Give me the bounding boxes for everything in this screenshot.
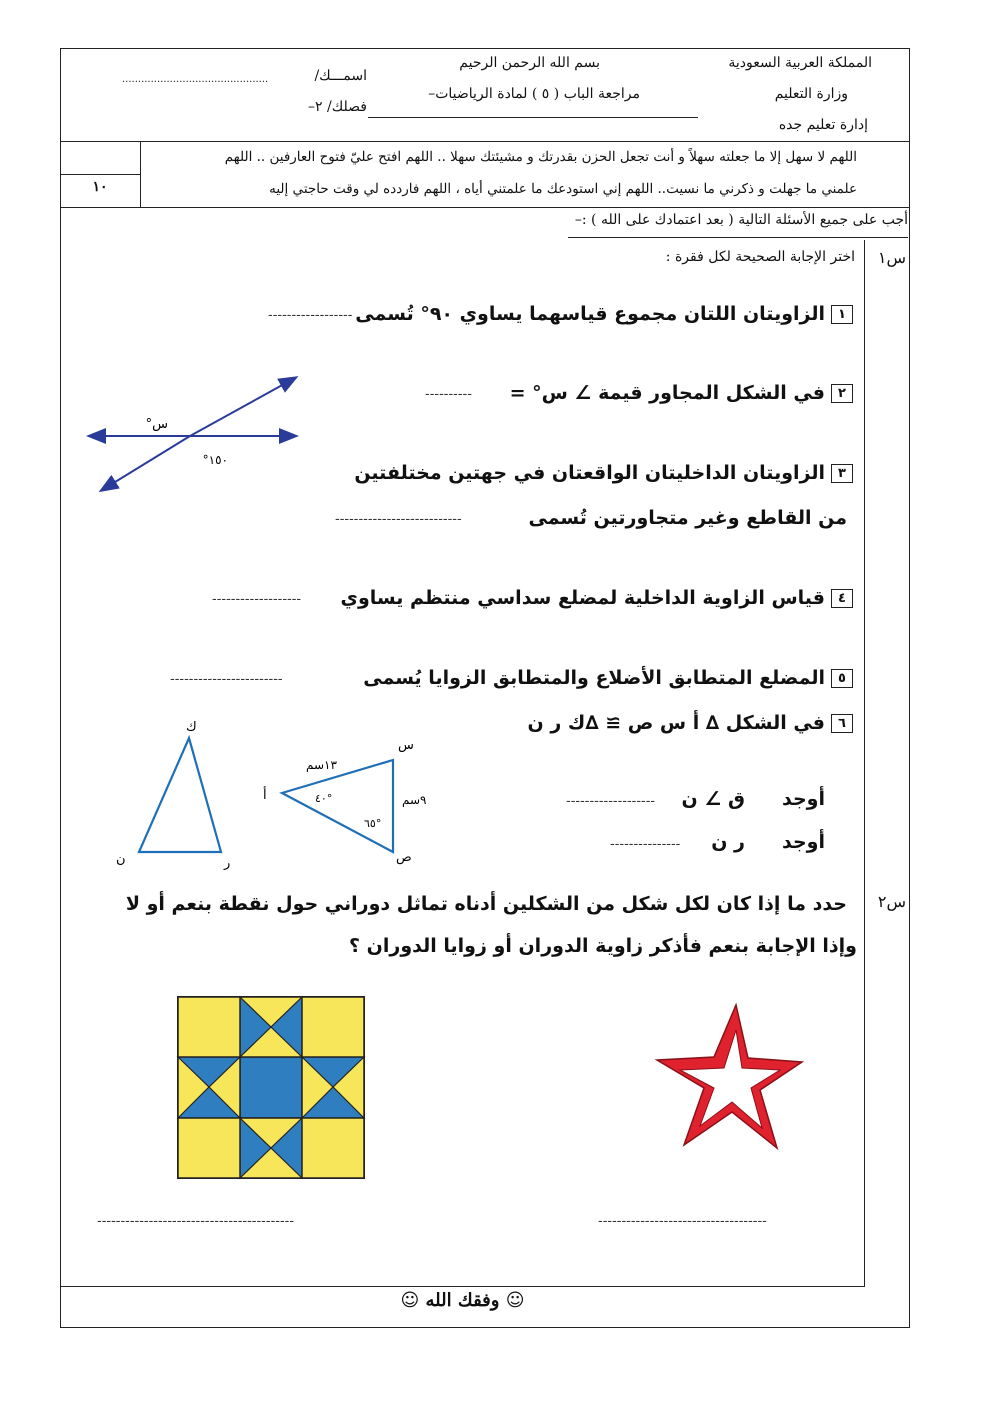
item-text: في الشكل المجاور قيمة ∠ س° = — [509, 382, 825, 404]
answer-blank-3[interactable]: --------------------------- — [335, 512, 462, 527]
intersecting-lines-figure — [80, 370, 310, 500]
smiley-icon: ☺ — [400, 1290, 420, 1311]
answer-blank-1[interactable]: ------------------ — [268, 308, 353, 323]
footer-text: وفقك الله — [425, 1290, 500, 1311]
score-total: ١٠ — [92, 179, 108, 195]
find-value-1: ق ∠ ن — [681, 788, 745, 810]
vertex-k: ك — [186, 720, 197, 735]
quilt-pattern-figure — [176, 995, 366, 1180]
answer-blank-6a[interactable]: ------------------- — [566, 794, 656, 809]
question-number-column — [864, 240, 865, 1286]
ministry-name: وزارة التعليم — [774, 86, 848, 102]
red-star-figure — [652, 1000, 852, 1160]
country-name: المملكة العربية السعودية — [728, 55, 872, 71]
item-number: ٤ — [831, 589, 853, 608]
name-label: اسمـــك/ — [314, 68, 367, 84]
class-label: فصلك/ ٢– — [308, 99, 367, 115]
transversal-line — [102, 436, 190, 490]
instructions: أجب على جميع الأسئلة التالية ( بعد اعتمادك على الله ) :– — [574, 212, 908, 228]
item-text: المضلع المتطابق الأضلاع والمتطابق الزوايا يُسمى — [363, 667, 825, 689]
vertex-a: أ — [263, 788, 267, 803]
q1-item-3 — [333, 462, 853, 484]
score-box-divider — [60, 174, 140, 175]
item-text: الزاويتان الداخليتان الواقعتان في جهتين مختلفتين — [354, 462, 825, 484]
item-text: في الشكل ∆ أ س ص ≅ ∆ك ر ن — [527, 712, 825, 734]
q1-item-1 — [333, 303, 853, 325]
title-underline — [368, 117, 698, 118]
q1-item-2 — [453, 382, 853, 404]
header-divider — [60, 141, 910, 142]
q1-label: س١ — [877, 248, 906, 267]
side-as-length: ١٣سم — [306, 758, 337, 772]
instructions-underline — [568, 237, 908, 238]
q1-item-4 — [333, 587, 853, 609]
angle-a-measure: ٤٠° — [315, 792, 333, 805]
footer-divider — [60, 1286, 865, 1287]
item-number: ٦ — [831, 714, 853, 733]
item-number: ١ — [831, 305, 853, 324]
item-number: ٣ — [831, 464, 853, 483]
find-value-2: ر ن — [711, 831, 745, 853]
q2-label: س٢ — [877, 892, 906, 911]
vertex-n: ن — [116, 852, 126, 867]
item-text: الزاويتان اللتان مجموع قياسهما يساوي ٩٠° تُسمى — [355, 303, 825, 325]
answer-blank-2[interactable]: ---------- — [425, 387, 472, 402]
q1-item-6 — [453, 712, 853, 734]
find-label-2: أوجد — [782, 831, 825, 853]
basmala: بسم الله الرحمن الرحيم — [459, 55, 600, 71]
triangle-krn — [139, 738, 221, 852]
q2-line-2: وإذا الإجابة بنعم فأذكر زاوية الدوران أو زوايا الدوران ؟ — [349, 935, 857, 957]
answer-blank-quilt[interactable]: ------------------------------------------ — [97, 1214, 295, 1229]
prayer-line-2: علمني ما جهلت و ذكرني ما نسيت.. اللهم إني استودعك ما علمتني أياه ، اللهم فاردده لي وقت حاجتي إليه — [269, 181, 857, 197]
header-bottom-line — [60, 207, 910, 208]
review-title: مراجعة الباب ( ٥ ) لمادة الرياضيات– — [428, 86, 640, 102]
angle-x-label: س° — [145, 417, 168, 432]
footer — [60, 1290, 865, 1311]
side-sp-length: ٩سم — [402, 793, 427, 807]
congruent-triangles-figure — [110, 715, 430, 875]
find-label-1: أوجد — [782, 788, 825, 810]
q1-item-3-cont: من القاطع وغير متجاورتين تُسمى — [528, 507, 847, 529]
q2-line-1: حدد ما إذا كان لكل شكل من الشكلين أدناه تماثل دوراني حول نقطة بنعم أو لا — [125, 893, 847, 915]
angle-p-measure: ٦٥° — [364, 817, 382, 830]
prayer-line-1: اللهم لا سهل إلا ما جعلته سهلاً و أنت تجعل الحزن بقدرتك و مشيئتك سهلا .. اللهم افتح عليّ فتوح العارفين .. اللهم — [224, 149, 857, 165]
smiley-icon: ☺ — [505, 1290, 525, 1311]
name-dots[interactable]: .............................................. — [122, 74, 269, 85]
item-text: قياس الزاوية الداخلية لمضلع سداسي منتظم يساوي — [340, 587, 825, 609]
q1-item-5 — [333, 667, 853, 689]
answer-blank-5[interactable]: ------------------------ — [170, 672, 283, 687]
answer-blank-star[interactable]: ------------------------------------ — [598, 1214, 767, 1229]
item-number: ٢ — [831, 384, 853, 403]
answer-blank-4[interactable]: ------------------- — [212, 592, 302, 607]
vertex-s: س — [398, 738, 414, 753]
department-name: إدارة تعليم جده — [778, 117, 868, 133]
vertex-r: ر — [224, 856, 231, 871]
quilt-tiles — [178, 997, 364, 1178]
angle-150-label: ١٥٠° — [202, 453, 228, 467]
item-number: ٥ — [831, 669, 853, 688]
triangle-asp — [282, 760, 393, 852]
answer-blank-6b[interactable]: --------------- — [610, 837, 681, 852]
vertex-p: ص — [396, 850, 412, 865]
q1-prompt: اختر الإجابة الصحيحة لكل فقرة : — [665, 249, 855, 265]
transversal-line — [190, 378, 295, 436]
